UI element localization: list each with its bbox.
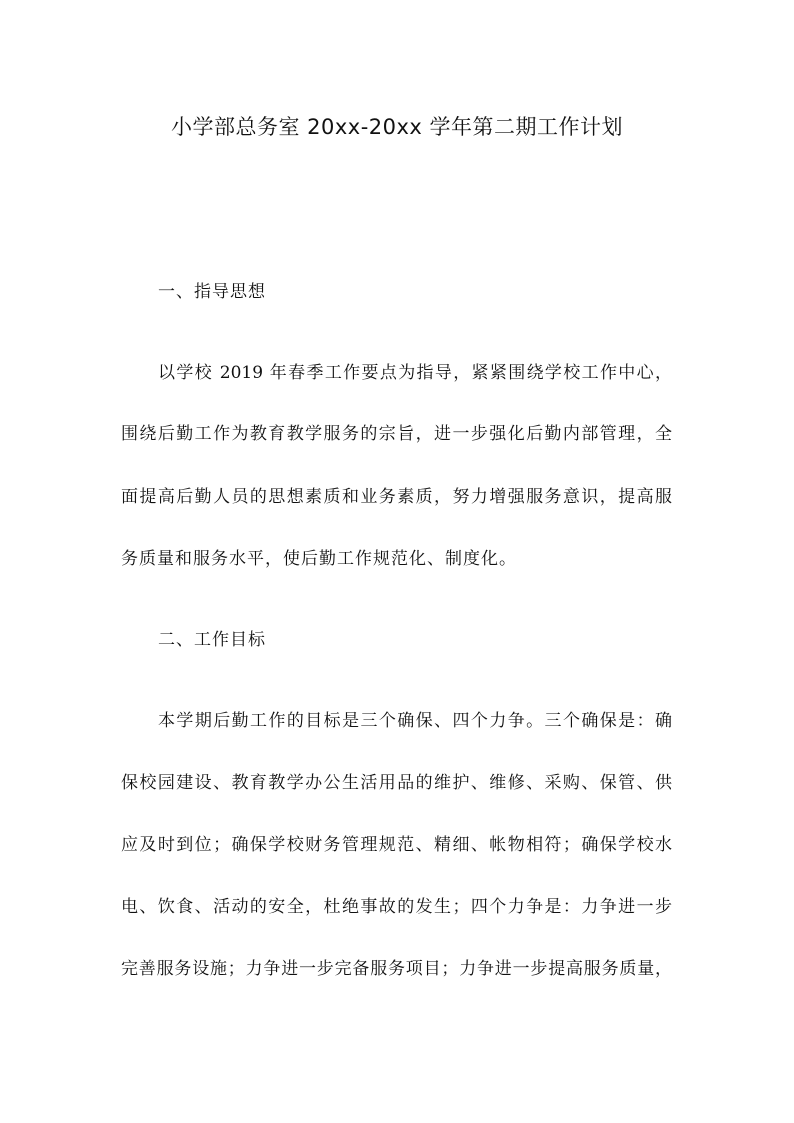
section-heading-guiding-ideology: 一、指导思想 (158, 282, 266, 302)
paragraph-line: 本学期后勤工作的目标是三个确保、四个力争。三个确保是：确 (158, 711, 672, 731)
section-heading-work-goals: 二、工作目标 (158, 630, 266, 650)
document-title: 小学部总务室 20xx-20xx 学年第二期工作计划 (170, 115, 624, 139)
paragraph-line: 面提高后勤人员的思想素质和业务素质，努力增强服务意识，提高服 (121, 487, 672, 507)
paragraph-line: 完善服务设施；力争进一步完备服务项目；力争进一步提高服务质量， (121, 959, 672, 979)
paragraph-line: 围绕后勤工作为教育教学服务的宗旨，进一步强化后勤内部管理，全 (121, 424, 672, 444)
paragraph-line: 电、饮食、活动的安全，杜绝事故的发生；四个力争是：力争进一步 (121, 897, 672, 917)
paragraph-line: 务质量和服务水平，使后勤工作规范化、制度化。 (121, 549, 517, 569)
paragraph-line: 应及时到位；确保学校财务管理规范、精细、帐物相符；确保学校水 (121, 835, 672, 855)
paragraph-line: 以学校 2019 年春季工作要点为指导，紧紧围绕学校工作中心， (158, 363, 672, 383)
paragraph-line: 保校园建设、教育教学办公生活用品的维护、维修、采购、保管、供 (121, 773, 672, 793)
